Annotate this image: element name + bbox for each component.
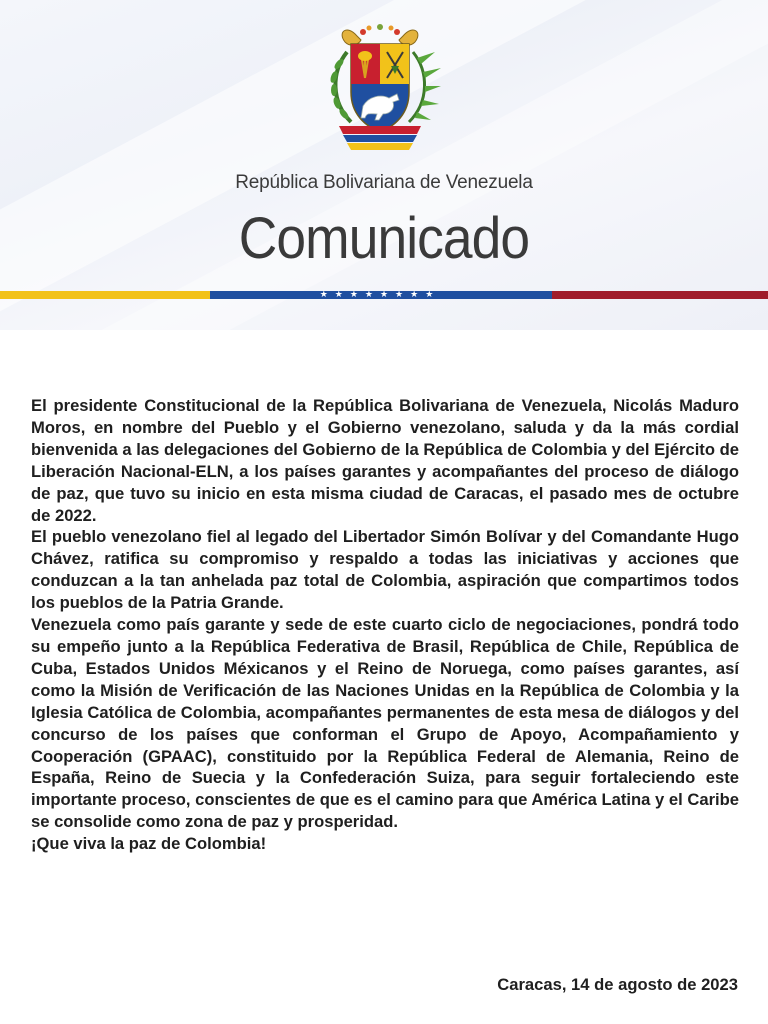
paragraph-intro: El presidente Constitucional de la República Bolivariana de Venezuela, Nicolás Maduro Moros, en nombre del Pueblo y el Gobierno venezolano, saluda y da la más cordial bienvenida a las delegaciones del Gobierno de la República de Colombia y del Ejército de Liberación Nacional-ELN, a los países garantes y acompañantes del proceso de diálogo de paz, que tuvo su inicio en esta misma ciudad de Caracas, el pasado mes de octubre de 2022.	[31, 396, 739, 525]
flag-stripe-red	[552, 291, 768, 299]
paragraph-commitment: El pueblo venezolano fiel al legado del Libertador Simón Bolívar y del Comandante Hugo Chávez, ratifica su compromiso y respaldo a todas las iniciativas y acciones que conduzcan a la tan anhelada paz total de Colombia, aspiración que compartimos todos los pueblos de la Patria Grande.	[31, 527, 739, 613]
header-banner	[0, 0, 768, 330]
signature-date: Caracas, 14 de agosto de 2023	[497, 975, 738, 994]
communique-body	[31, 395, 739, 855]
paragraph-closing: ¡Que viva la paz de Colombia!	[31, 834, 267, 854]
flag-stars: ★★★★★★★★	[319, 290, 441, 300]
page-title: Comunicado	[238, 206, 530, 271]
paragraph-guarantors: Venezuela como país garante y sede de este cuarto ciclo de negociaciones, pondrá todo su empeño junto a la República Federativa de Brasil, República de Chile, República de Cuba, Estados Unidos Méxicanos y el Reino de Noruega, como países garantes, así como la Misión de Verificación de las Naciones Unidas en la República de Colombia y la Iglesia Católica de Colombia, acompañantes permanentes de esta mesa de diálogos y del concurso de los países que conforman el Grupo de Apoyo, Acompañamiento y Cooperación (GPAAC), constituido por la República Federal de Alemania, Reino de España, Reino de Suecia y la Confederación Suiza, para seguir fortaleciendo este importante proceso, conscientes de que es el camino para que América Latina y el Caribe se consolide como zona de paz y prosperidad.	[31, 615, 739, 832]
venezuela-coat-of-arms-icon	[317, 22, 443, 154]
republic-name: República Bolivariana de Venezuela	[235, 172, 533, 193]
flag-stripe-yellow	[0, 291, 210, 299]
